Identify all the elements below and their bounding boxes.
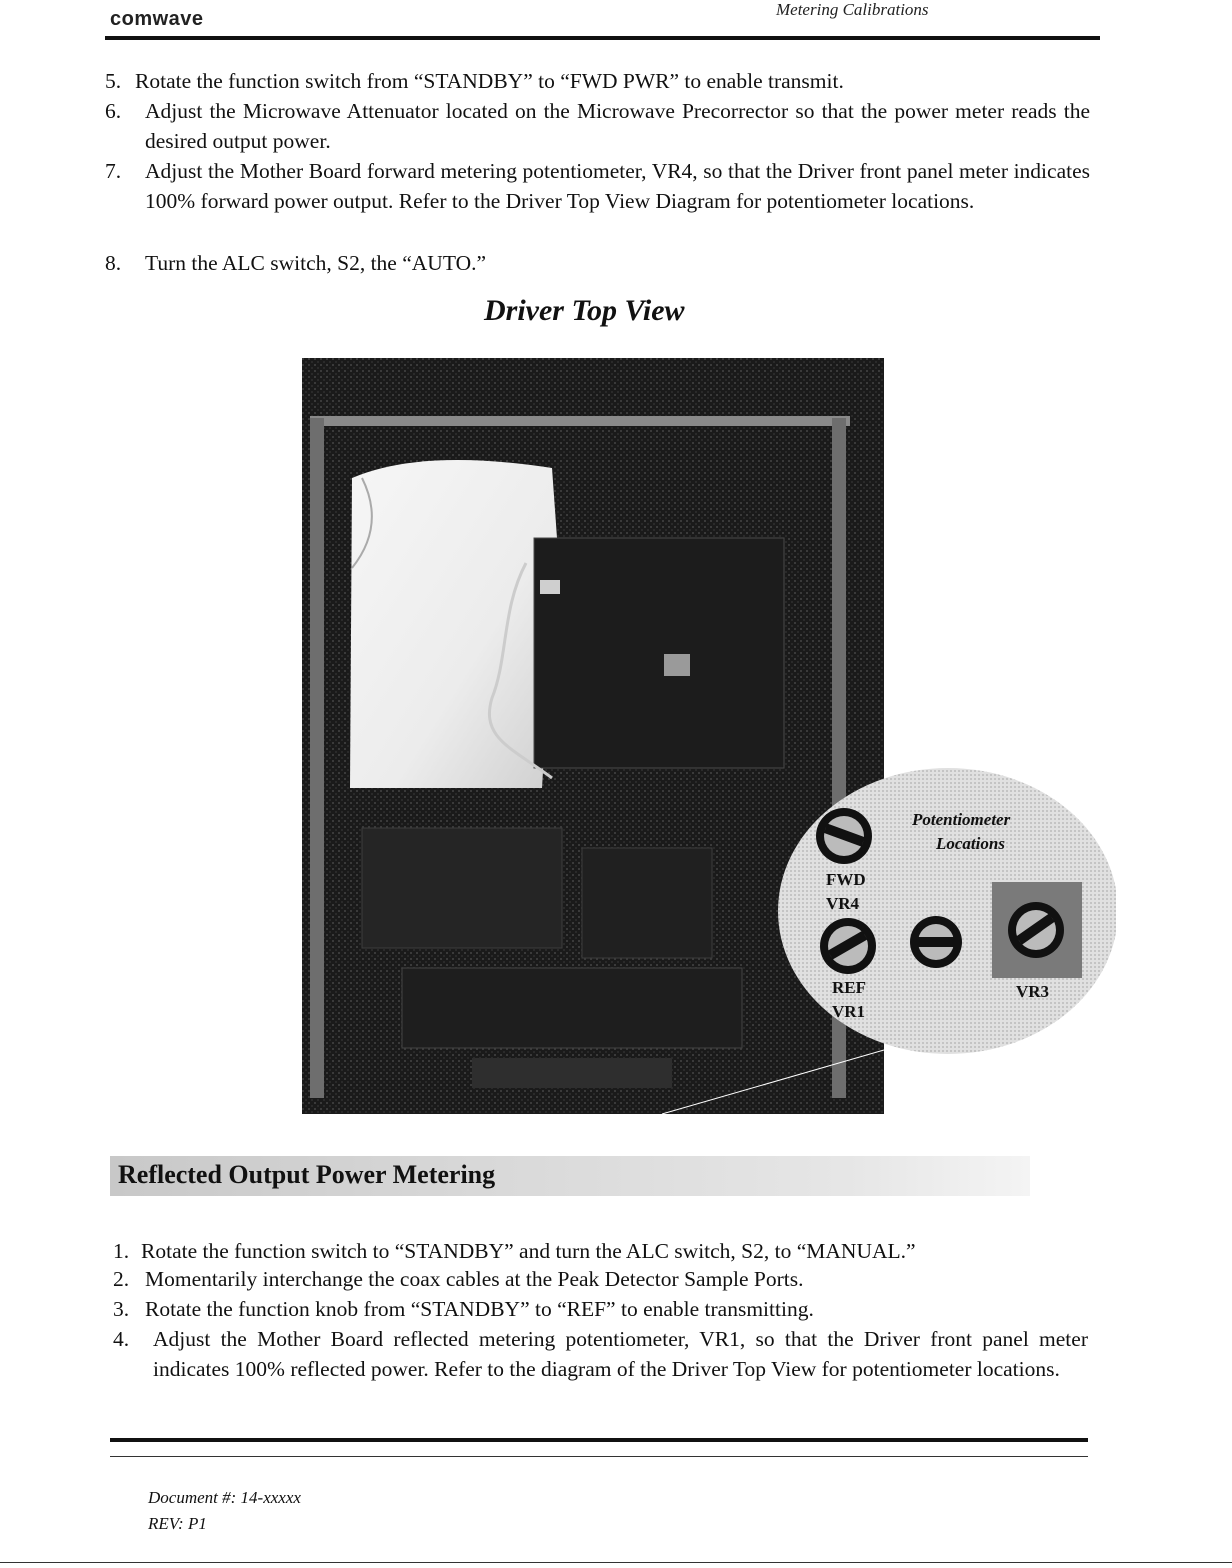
list-item	[105, 156, 1090, 246]
list-item	[105, 1264, 1090, 1294]
step-text: Adjust the Mother Board reflected metering potentiometer, VR1, so that the Driver front panel meter indicates 100% reflected power. Refer to the diagram of the Driver Top View for potentiometer locations.	[153, 1327, 1088, 1381]
document-number: Document #: 14-xxxxx	[148, 1488, 301, 1507]
list-item	[105, 1236, 1090, 1266]
company-logo: comwave	[110, 8, 204, 30]
header-rule	[105, 36, 1100, 40]
step-text: Rotate the function switch to “STANDBY” and turn the ALC switch, S2, to “MANUAL.”	[141, 1239, 916, 1263]
callout-title-line1: Potentiometer	[912, 810, 1011, 829]
section-heading: Reflected Output Power Metering	[118, 1160, 496, 1189]
potentiometer-callout	[770, 766, 1116, 1056]
step-text: Adjust the Microwave Attenuator located on the Microwave Precorrector so that the power meter reads the desired output power.	[145, 99, 1090, 153]
page-edge-rule	[0, 1562, 1232, 1563]
list-item	[105, 1294, 1090, 1324]
step-number: 7.	[105, 159, 122, 183]
footer-rule	[110, 1438, 1088, 1442]
fwd-potentiometer-icon	[816, 808, 872, 864]
diagram-title: Driver Top View	[484, 294, 685, 327]
step-text: Rotate the function knob from “STANDBY” to “REF” to enable transmitting.	[145, 1297, 814, 1321]
middle-potentiometer-icon	[910, 916, 962, 968]
footer-rule-thin	[110, 1456, 1088, 1457]
step-number: 2.	[113, 1267, 130, 1291]
step-text: Momentarily interchange the coax cables at the Peak Detector Sample Ports.	[145, 1267, 804, 1291]
vr4-label: VR4	[826, 894, 860, 913]
step-text: Turn the ALC switch, S2, the “AUTO.”	[145, 251, 487, 275]
vr3-label: VR3	[1016, 982, 1050, 1001]
vr1-label: VR1	[832, 1002, 866, 1021]
list-item	[105, 66, 1090, 96]
step-text: Rotate the function switch from “STANDBY” to “FWD PWR” to enable transmit.	[135, 69, 844, 93]
fwd-label: FWD	[826, 870, 866, 889]
step-number: 5.	[105, 69, 122, 93]
step-number: 8.	[105, 251, 122, 275]
revision: REV: P1	[148, 1514, 207, 1533]
step-number: 3.	[113, 1297, 130, 1321]
vr3-potentiometer-icon	[1008, 902, 1064, 958]
step-number: 4.	[113, 1327, 130, 1351]
ref-potentiometer-icon	[820, 918, 876, 974]
step-number: 6.	[105, 99, 122, 123]
list-item	[105, 248, 1090, 278]
step-number: 1.	[113, 1239, 130, 1263]
header-title: Metering Calibrations	[776, 0, 929, 19]
step-text: Adjust the Mother Board forward metering potentiometer, VR4, so that the Driver front panel meter indicates 100% forward power output. Refer to the Driver Top View Diagram for potentiometer locations.	[145, 159, 1090, 213]
ref-label: REF	[832, 978, 866, 997]
list-item	[105, 96, 1090, 156]
list-item	[105, 1324, 1090, 1416]
callout-title-line2: Locations	[936, 834, 1005, 853]
